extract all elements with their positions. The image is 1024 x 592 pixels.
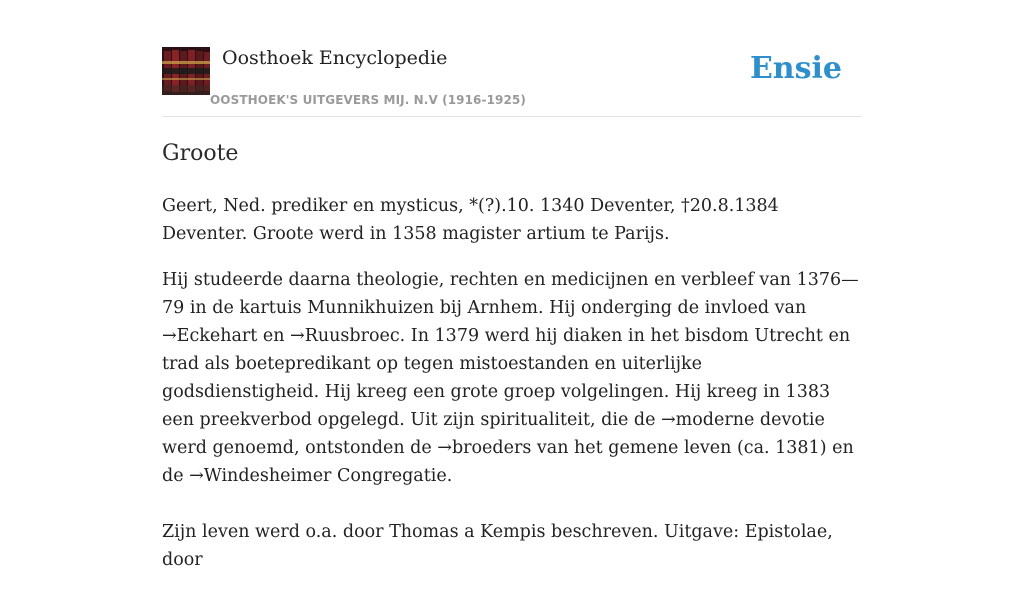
encyclopedia-name[interactable]: Oosthoek Encyclopedie [222, 47, 448, 69]
ensie-logo[interactable]: Ensie [749, 51, 842, 86]
header [162, 44, 862, 117]
book-spines-icon [162, 47, 210, 95]
encyclopedia-avatar[interactable] [162, 47, 210, 95]
article-paragraph: Hij studeerde daarna theologie, rechten en medicijnen en verbleef van 1376—79 in de kartuis Munnikhuizen bij Arnhem. Hij onderging de invloed van →Eckehart en →Ruusbroec. In 1379 werd hij diaken in het bisdom Utrecht en trad als boetepredikant op tegen mistoestanden en uiterlijke godsdienstigheid. Hij kreeg een grote groep volgelingen. Hij kreeg in 1383 een preekverbod opgelegd. Uit zijn spiritualiteit, die de →moderne devotie werd genoemd, ontstonden de →broeders van het gemene leven (ca. 1381) en de →Windesheimer Congregatie. [162, 270, 859, 486]
article-paragraph: Zijn leven werd o.a. door Thomas a Kempis beschreven. Uitgave: Epistolae, door [162, 522, 833, 570]
publisher-label: OOSTHOEK'S UITGEVERS MIJ. N.V (1916-1925) [210, 93, 526, 107]
article [162, 136, 862, 592]
article-paragraph: Geert, Ned. prediker en mysticus, *(?).10. 1340 Deventer, †20.8.1384 Deventer. Groote werd in 1358 magister artium te Parijs. [162, 196, 779, 244]
article-title: Groote [162, 141, 239, 166]
